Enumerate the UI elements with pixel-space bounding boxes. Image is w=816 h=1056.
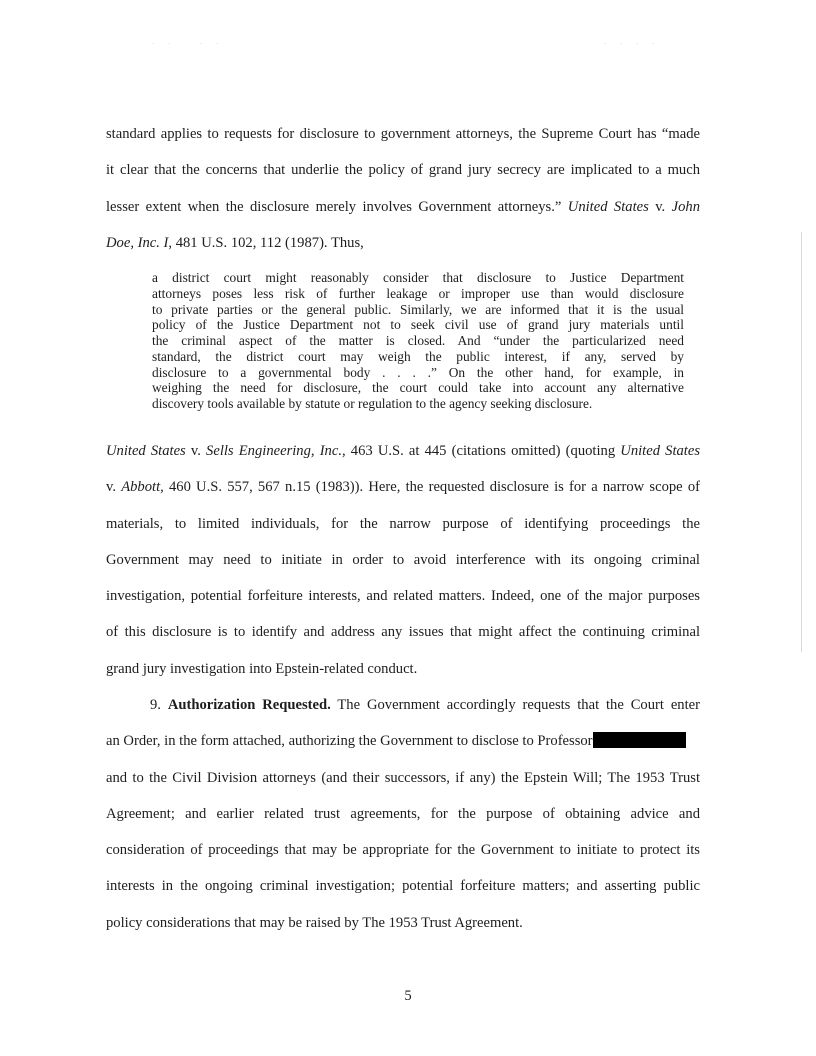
- text-span: v.: [106, 479, 116, 496]
- text-line: Government may need to initiate in order to avoid interference with its ongoing criminal: [106, 551, 700, 568]
- case-name: United States: [567, 198, 649, 215]
- text-span: v.: [190, 443, 201, 459]
- block-quote: [152, 270, 684, 412]
- quote-line: discovery tools available by statute or regulation to the agency seeking disclosure.: [152, 396, 593, 411]
- text-span: v.: [655, 198, 666, 215]
- quote-line: weighing the need for disclosure, the court could take into account any alternative: [152, 380, 684, 396]
- quote-line: the criminal aspect of the matter is closed. And “under the particularized need: [152, 333, 684, 348]
- text-line: it clear that the concerns that underlie the policy of grand jury secrecy are implicated to a much: [106, 162, 700, 179]
- text-line: policy considerations that may be raised by The 1953 Trust Agreement.: [106, 914, 523, 931]
- text-line: materials, to limited individuals, for the narrow purpose of identifying proceedings the: [106, 515, 700, 532]
- quote-line: disclosure to a governmental body . . . .” On the other hand, for example, in: [152, 364, 684, 380]
- case-name: Sells Engineering, Inc.: [206, 443, 342, 459]
- text-line: [106, 469, 700, 505]
- text-line: and to the Civil Division attorneys (and their successors, if any) the Epstein Will; The 1953 Trust: [106, 769, 700, 786]
- citation: , 460 U.S. 557, 567 n.15 (1983)). Here, the requested disclosure is for a narrow scope of: [160, 479, 700, 496]
- text-line: [106, 723, 700, 759]
- section-number: 9.: [150, 697, 161, 713]
- text-line: investigation, potential forfeiture interests, and related matters. Indeed, one of the major purposes: [106, 588, 700, 605]
- scan-artifact: · · · ·: [152, 40, 225, 48]
- quote-line: attorneys poses less risk of further leakage or improper use than would disclosure: [152, 285, 684, 301]
- citation: , 481 U.S. 102, 112 (1987). Thus,: [168, 234, 364, 251]
- text-line: [106, 433, 700, 469]
- text-span: The Government accordingly requests that the Court enter: [330, 697, 700, 713]
- section-heading: Authorization Requested.: [167, 697, 331, 713]
- text-line: [106, 687, 700, 723]
- intro-paragraph: [106, 116, 700, 261]
- scan-artifact: · · · ·: [604, 40, 661, 48]
- text-line: interests in the ongoing criminal investigation; potential forfeiture matters; and asserting public: [106, 878, 700, 895]
- redaction-bar: [593, 732, 686, 748]
- text-line: Agreement; and earlier related trust agreements, for the purpose of obtaining advice and: [106, 805, 700, 822]
- text-line: [106, 225, 700, 261]
- case-name: United States: [106, 443, 186, 459]
- text-line: grand jury investigation into Epstein-related conduct.: [106, 660, 418, 677]
- text-line: [106, 189, 700, 225]
- analysis-paragraph: [106, 433, 700, 687]
- quote-line: a district court might reasonably consider that disclosure to Justice Department: [152, 270, 684, 285]
- section-9-paragraph: [106, 687, 700, 941]
- quote-line: to private parties or the general public. Similarly, we are informed that it is the usual: [152, 301, 684, 317]
- quote-line: policy of the Justice Department not to seek civil use of grand jury materials until: [152, 317, 684, 333]
- text-span: an Order, in the form attached, authorizing the Government to disclose to Professor: [106, 733, 593, 750]
- text-span: lesser extent when the disclosure merely involves Government attorneys.”: [106, 198, 562, 215]
- page-number: 5: [404, 988, 412, 1004]
- text-line: of this disclosure is to identify and address any issues that might affect the continuing criminal: [106, 624, 700, 641]
- quote-line: standard, the district court may weigh the public interest, if any, served by: [152, 348, 684, 364]
- case-name: John: [671, 198, 700, 215]
- case-name: Abbott: [121, 479, 161, 496]
- text-line: consideration of proceedings that may be appropriate for the Government to initiate to protect its: [106, 842, 700, 859]
- text-line: standard applies to requests for disclosure to government attorneys, the Supreme Court has “made: [106, 126, 700, 142]
- case-name: United States: [620, 443, 700, 459]
- case-name: Doe, Inc. I: [106, 234, 169, 251]
- citation: , 463 U.S. at 445 (citations omitted) (quoting: [341, 443, 616, 459]
- scan-edge-line: [801, 232, 802, 652]
